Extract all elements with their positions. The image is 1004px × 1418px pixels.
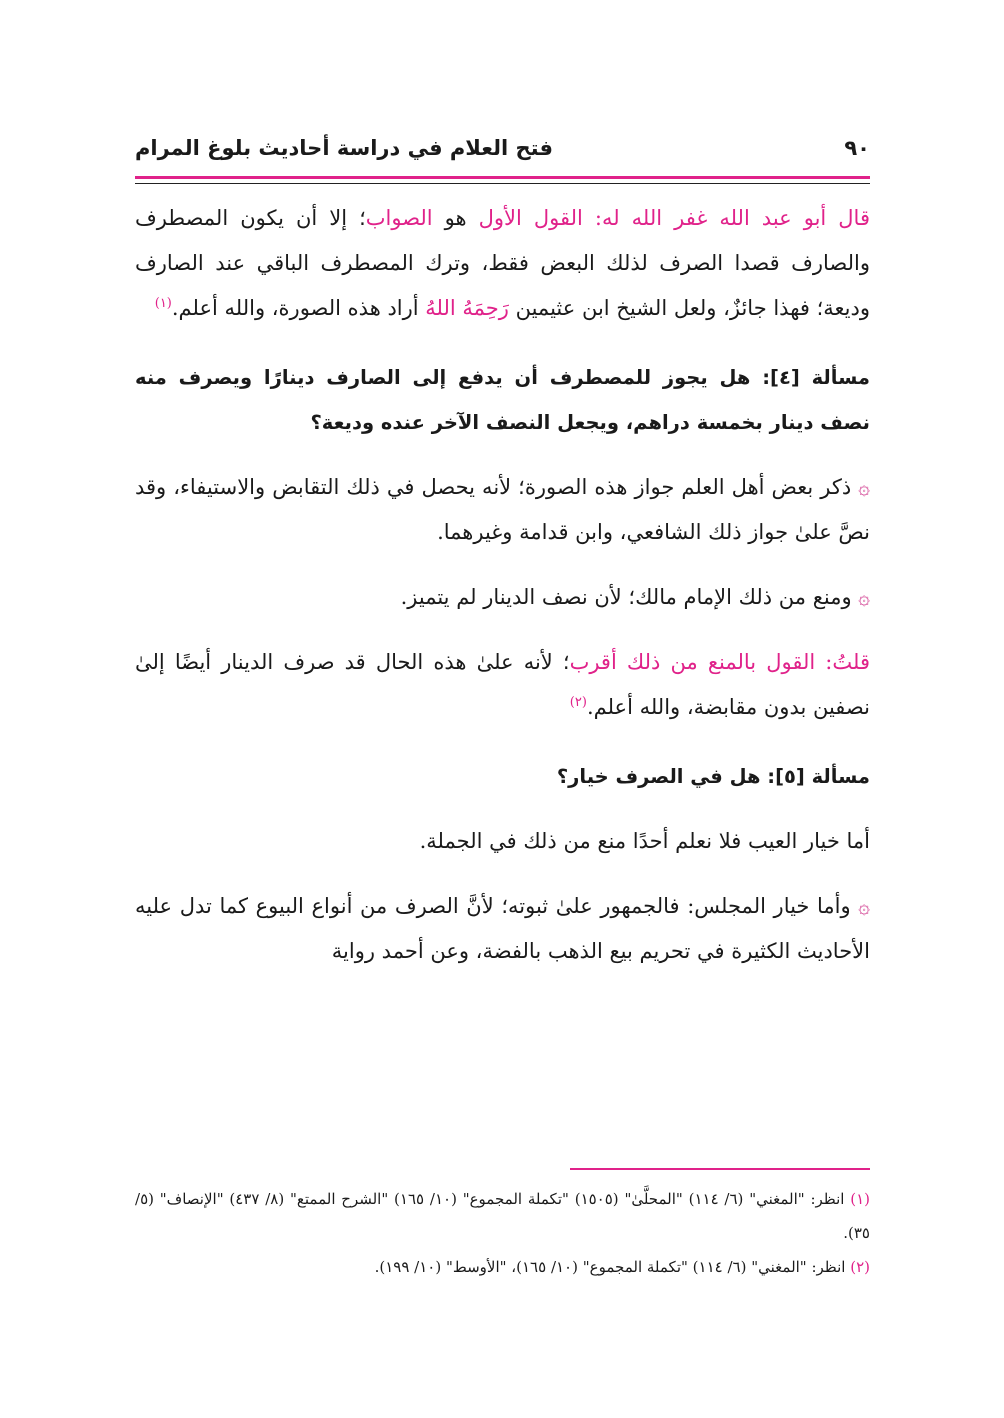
footnote-text: انظر: "المغني" (٦/ ١١٤) "المحلَّىٰ" (١٥٠٥) "تكملة المجموع" (١٠/ ١٦٥) "الشرح الممتع" (٨/ ٤٣٧) "الإنصاف" (٥/ ٣٥). — [135, 1190, 870, 1242]
text-span: ؛ لأنه علىٰ هذه الحال قد صرف الدينار أيضًا إلىٰ نصفين بدون مقابضة، والله أعلم. — [135, 650, 870, 719]
text-span: أراد هذه الصورة، والله أعلم. — [171, 296, 426, 320]
text-span: ومنع من ذلك الإمام مالك؛ لأن نصف الدينار لم يتميز. — [400, 585, 859, 609]
header-rule-black — [135, 183, 870, 184]
ornament-icon: ۞ — [858, 894, 870, 918]
footnote-number: (١) — [850, 1190, 871, 1208]
honorific: رَحِمَهُ اللهُ — [425, 296, 509, 320]
paragraph-4 — [135, 640, 870, 730]
ornament-icon: ۞ — [858, 585, 870, 609]
text-span: وأما خيار المجلس: فالجمهور علىٰ ثبوته؛ لأنَّ الصرف من أنواع البيوع كما تدل عليه الأحاديث الكثيرة في تحريم بيع الذهب بالفضة، وعن أحمد رواية — [135, 894, 870, 963]
correct-word: الصواب — [365, 206, 433, 230]
footnotes — [135, 1182, 870, 1284]
book-title: فتح العلام في دراسة أحاديث بلوغ المرام — [135, 136, 553, 160]
first-opinion: القول الأول — [478, 206, 583, 230]
text-span: هو — [432, 206, 479, 230]
footnote-ref-1[interactable]: (١) — [154, 296, 172, 311]
header-rule-pink — [135, 176, 870, 179]
paragraph-6 — [135, 884, 870, 974]
text-span: أما خيار العيب فلا نعلم أحدًا منع من ذلك في الجملة. — [419, 829, 870, 853]
main-text — [135, 196, 870, 974]
paragraph-5 — [135, 819, 870, 864]
paragraph-3 — [135, 575, 870, 620]
footnote-text: انظر: "المغني" (٦/ ١١٤) "تكملة المجموع" (١٠/ ١٦٥)، "الأوسط" (١٠/ ١٩٩). — [374, 1258, 851, 1276]
page-header — [135, 128, 870, 168]
page-number: ٩٠ — [844, 136, 870, 160]
question-4-title: مسألة [٤]: هل يجوز للمصطرف أن يدفع إلى الصارف دينارًا ويصرف منه نصف دينار بخمسة دراهم، ويجعل النصف الآخر عنده وديعة؟ — [135, 366, 870, 434]
question-5-title: مسألة [٥]: هل في الصرف خيار؟ — [556, 765, 870, 788]
author-opinion: قلتُ: القول بالمنع من ذلك أقرب — [569, 650, 870, 674]
author-lead: قال أبو عبد الله غفر الله له: — [582, 206, 870, 230]
text-span: ذكر بعض أهل العلم جواز هذه الصورة؛ لأنه يحصل في ذلك التقابض والاستيفاء، وقد نصَّ علىٰ جواز ذلك الشافعي، وابن قدامة وغيرهما. — [135, 475, 870, 544]
paragraph-1 — [135, 196, 870, 331]
footnote-1 — [135, 1182, 870, 1250]
footnote-ref-2[interactable]: (٢) — [569, 695, 587, 710]
footnote-number: (٢) — [850, 1258, 870, 1276]
footnote-2 — [135, 1250, 870, 1284]
ornament-icon: ۞ — [858, 475, 870, 499]
paragraph-2 — [135, 465, 870, 555]
footnote-separator — [570, 1168, 870, 1170]
text-span: ؛ إلا أن يكون المصطرف والصارف قصدا الصرف لذلك البعض فقط، وترك المصطرف الباقي عند الصارف وديعة؛ فهذا جائزٌ، ولعل الشيخ ابن عثيمين — [135, 206, 870, 320]
